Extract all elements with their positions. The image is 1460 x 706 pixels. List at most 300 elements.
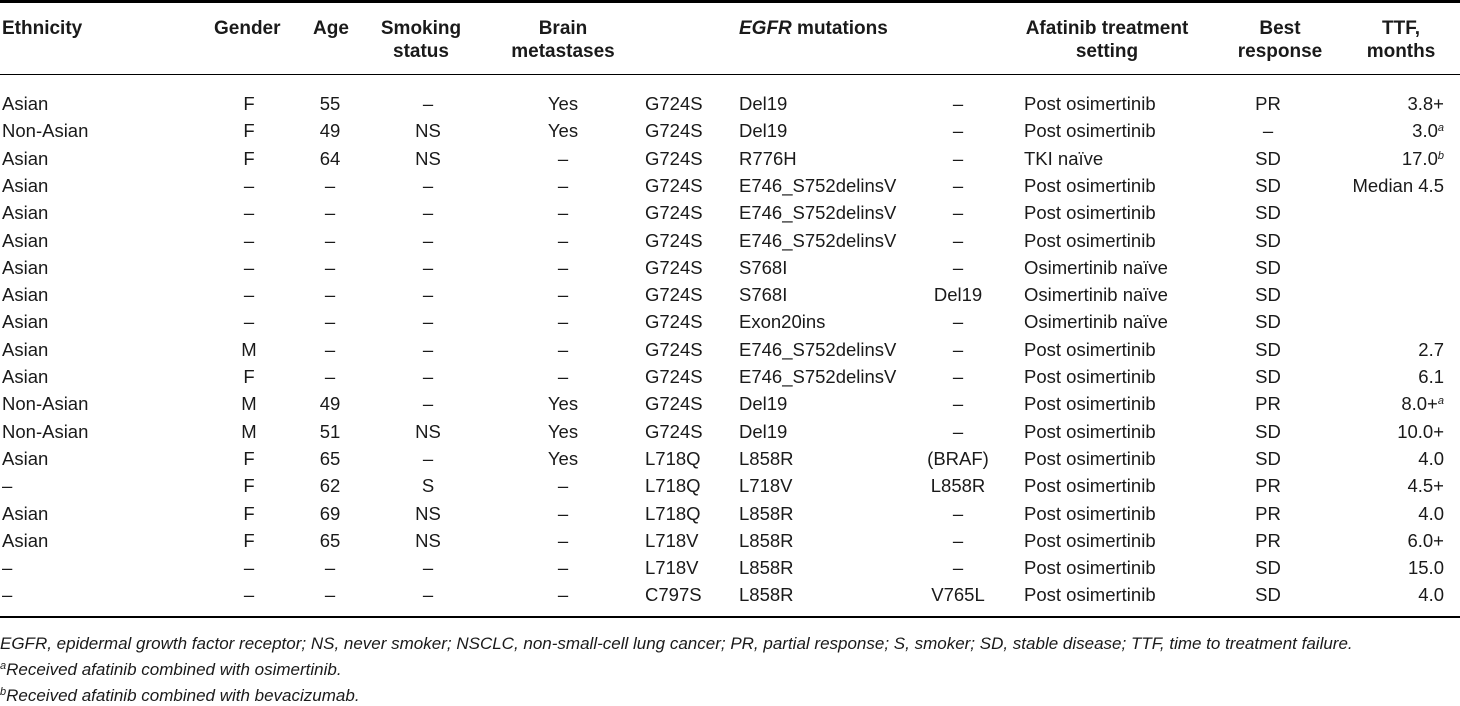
cell-m1-value: G724S [645,311,703,333]
cell-m1 [645,339,703,360]
cell-m1-value: G724S [645,120,703,142]
cell-m1 [645,284,703,305]
cell-m1 [645,393,703,414]
cell-ethnicity [2,93,48,114]
cell-smoking [415,120,441,141]
cell-m1-value: C797S [645,584,702,606]
cell-smoking-value: – [422,174,434,196]
cell-gender-value: – [243,284,255,306]
cell-gender [243,475,254,496]
cell-response-value: SD [1255,420,1281,442]
cell-response [1255,366,1281,387]
cell-age [320,475,341,496]
cell-ttf-value: 4.0 [1418,584,1444,606]
cell-m3 [953,557,963,578]
cell-setting [1024,284,1168,305]
table-bottom-rule [0,616,1460,618]
cell-age-value: – [324,338,336,360]
cell-ttf [1407,475,1444,496]
cell-m3-value: – [952,311,964,333]
header-ttf [1367,17,1436,63]
table-row [0,336,1460,363]
cell-setting-value: Post osimertinib [1024,557,1156,579]
cell-gender-value: – [243,557,255,579]
table-row [0,527,1460,554]
cell-m1 [645,557,699,578]
cell-m2 [739,557,794,578]
cell-age [325,557,335,578]
cell-smoking [423,393,433,414]
cell-gender-value: – [243,174,255,196]
cell-smoking [423,448,433,469]
cell-age [325,311,335,332]
cell-m3-value: – [952,174,964,196]
cell-smoking [423,175,433,196]
cell-smoking [415,148,441,169]
cell-brain [558,366,568,387]
cell-age [325,202,335,223]
cell-smoking [423,339,433,360]
cell-m3 [934,284,982,305]
cell-m3 [953,366,963,387]
cell-m2-value: S768I [739,256,788,278]
cell-m3-value: L858R [930,475,986,497]
cell-m1-value: G724S [645,229,703,251]
cell-setting-value: Post osimertinib [1024,338,1156,360]
cell-m2 [739,421,787,442]
cell-response [1255,584,1281,605]
cell-age-value: – [324,284,336,306]
cell-brain [548,421,578,442]
cell-response-value: PR [1255,475,1281,497]
cell-ttf-value: 4.0 [1418,502,1444,524]
cell-m3 [953,230,963,251]
cell-ttf-value: 10.0+ [1397,420,1444,442]
cell-brain [558,311,568,332]
cell-response-value: SD [1255,584,1281,606]
cell-m1 [645,93,703,114]
cell-setting [1024,503,1156,524]
cell-brain [558,475,568,496]
cell-m2-value: E746_S752delinsV [739,229,897,251]
cell-ethnicity [2,448,48,469]
cell-ethnicity-value: – [2,584,13,606]
table-row [0,90,1460,117]
cell-m1 [645,448,701,469]
cell-ethnicity-value: Asian [2,447,49,469]
cell-ttf-value: 2.7 [1418,338,1444,360]
cell-gender-value: F [243,502,255,524]
cell-ethnicity [2,284,48,305]
cell-response [1255,530,1281,551]
cell-m1-value: G724S [645,256,703,278]
cell-gender [243,120,254,141]
cell-setting-value: Post osimertinib [1024,93,1156,114]
table-row [0,472,1460,499]
cell-setting-value: Post osimertinib [1024,202,1156,224]
cell-setting [1024,93,1156,114]
cell-response [1255,202,1281,223]
cell-age [325,284,335,305]
cell-m3 [953,421,963,442]
cell-gender [243,93,254,114]
cell-smoking [422,475,434,496]
cell-brain [548,93,578,114]
cell-smoking [423,257,433,278]
cell-age-value: 49 [319,120,341,142]
cell-ttf [1418,448,1444,469]
cell-ttf [1407,530,1444,551]
cell-brain-value: Yes [547,393,579,415]
cell-brain-value: – [557,229,569,251]
cell-response-value: SD [1255,338,1281,360]
cell-age-value: 65 [319,447,341,469]
cell-gender [243,503,254,524]
cell-m3-value: – [952,147,964,169]
cell-response [1255,148,1281,169]
cell-m1 [645,366,703,387]
cell-m2 [739,448,794,469]
cell-smoking [423,366,433,387]
cell-m1-value: G724S [645,284,703,306]
cell-setting-value: Post osimertinib [1024,393,1156,415]
cell-age [320,393,341,414]
table-row [0,581,1460,608]
cell-age-value: – [324,256,336,278]
cell-ethnicity-value: Asian [2,229,49,251]
cell-setting-value: Osimertinib naïve [1024,256,1168,278]
cell-smoking-value: – [422,284,434,306]
cell-response-value: PR [1255,502,1281,524]
cell-ttf-value: 6.0+ [1407,529,1444,551]
cell-age-value: – [324,174,336,196]
cell-smoking-value: – [422,366,434,387]
cell-gender [243,448,254,469]
cell-response [1255,503,1281,524]
cell-gender-value: – [243,229,255,251]
cell-response-value: PR [1255,529,1281,551]
cell-response-value: SD [1255,366,1281,387]
table-row [0,418,1460,445]
cell-response [1255,339,1281,360]
cell-brain [558,557,568,578]
cell-ttf [1407,93,1444,114]
cell-ttf-value: 4.0 [1418,447,1444,469]
cell-m3 [953,503,963,524]
cell-response [1255,93,1281,114]
cell-ttf-footnote-mark: a [1437,122,1444,135]
cell-m1-value: G724S [645,393,703,415]
cell-m1-value: L718Q [645,502,701,524]
cell-m2 [739,311,825,332]
cell-ethnicity [2,202,48,223]
cell-ethnicity-value: Asian [2,174,49,196]
table-row [0,500,1460,527]
cell-smoking-value: – [422,311,434,333]
cell-ttf-value: Median 4.5 [1352,174,1444,196]
cell-ethnicity [2,339,48,360]
cell-m2 [739,530,794,551]
cell-m1 [645,421,703,442]
cell-setting [1024,257,1168,278]
cell-smoking [423,584,433,605]
cell-ethnicity-value: Asian [2,147,49,169]
cell-smoking-value: – [422,584,434,606]
cell-smoking-value: – [422,93,434,114]
cell-age-value: – [324,202,336,224]
cell-response [1255,284,1281,305]
header-ethnicity-label: Ethnicity [2,18,83,39]
cell-m3-value: – [952,557,964,579]
cell-m2-value: Del19 [739,120,788,142]
cell-brain-value: – [557,475,569,497]
cell-ttf-value: 3.0 [1412,120,1438,142]
cell-ethnicity [2,311,48,332]
cell-gender [244,230,254,251]
cell-m1-value: G724S [645,366,703,387]
cell-ttf [1418,584,1444,605]
cell-setting [1024,475,1156,496]
cell-brain [558,230,568,251]
cell-age-value: 51 [319,420,341,442]
cell-m2 [739,366,896,387]
cell-smoking-value: – [422,229,434,251]
cell-setting [1024,448,1156,469]
cell-m3-value: – [952,366,964,387]
cell-m2-value: Exon20ins [739,311,826,333]
cell-ethnicity [2,148,48,169]
cell-gender-value: F [243,475,255,497]
cell-brain-value: Yes [547,447,579,469]
cell-m2-value: L858R [739,584,794,606]
header-smoking-status [381,17,461,63]
cell-gender [244,311,254,332]
cell-ethnicity-value: – [2,557,13,579]
cell-m1-value: G724S [645,338,703,360]
cell-ttf [1401,393,1444,414]
cell-setting-value: Osimertinib naïve [1024,311,1168,333]
cell-ethnicity [2,230,48,251]
cell-smoking [423,202,433,223]
header-brain-line1: Brain [538,18,588,39]
cell-smoking [423,93,433,114]
header-smoking-line1: Smoking [380,18,462,39]
cell-ethnicity-value: Non-Asian [2,120,89,142]
cell-setting [1024,421,1156,442]
cell-setting [1024,584,1156,605]
cell-age-value: – [324,311,336,333]
cell-setting-value: Post osimertinib [1024,584,1156,606]
cell-m2-value: L858R [739,529,794,551]
cell-gender-value: – [243,256,255,278]
cell-m1 [645,148,703,169]
cell-m2-value: L718V [739,475,793,497]
cell-response-value: SD [1255,557,1281,579]
cell-m2 [739,175,896,196]
cell-ttf [1352,175,1444,196]
cell-m3-value: – [952,393,964,415]
cell-age [320,120,341,141]
cell-gender-value: M [241,338,257,360]
cell-ethnicity [2,257,48,278]
cell-m3-value: Del19 [933,284,983,306]
cell-smoking [423,557,433,578]
table-row [0,308,1460,335]
cell-m2-value: Del19 [739,420,788,442]
cell-age-value: 62 [319,475,341,497]
cell-m1-value: L718V [645,557,699,579]
cell-m2-value: L858R [739,557,794,579]
cell-ethnicity-value: – [2,475,13,497]
header-ttf-line2: months [1366,41,1436,62]
cell-setting-value: Post osimertinib [1024,120,1156,142]
table-row [0,281,1460,308]
cell-response-value: SD [1255,174,1281,196]
cell-gender-value: F [243,366,255,387]
cell-ttf [1418,503,1444,524]
cell-m2 [739,230,896,251]
cell-smoking-value: NS [415,420,441,442]
cell-ethnicity [2,120,88,141]
footnote-b-text: Received afatinib combined with bevacizumab. [6,686,360,705]
cell-m3-value: – [952,229,964,251]
cell-m1 [645,120,703,141]
cell-m3-value: – [952,202,964,224]
cell-smoking-value: – [422,256,434,278]
cell-brain [558,530,568,551]
cell-m3 [953,311,963,332]
cell-m2 [739,339,896,360]
cell-ttf [1397,421,1444,442]
header-rule [0,74,1460,75]
cell-brain [558,339,568,360]
cell-m1 [645,584,702,605]
cell-response-value: PR [1255,93,1281,114]
cell-setting [1024,148,1103,169]
cell-setting-value: Post osimertinib [1024,475,1156,497]
cell-m3 [953,202,963,223]
cell-smoking-value: – [422,557,434,579]
cell-ttf-value: 6.1 [1418,366,1444,387]
cell-age-value: – [324,366,336,387]
cell-brain-value: – [557,147,569,169]
cell-gender [244,175,254,196]
cell-m1-value: G724S [645,174,703,196]
cell-m3-value: – [952,529,964,551]
cell-brain-value: – [557,557,569,579]
cell-ttf-value: 17.0 [1401,147,1438,169]
cell-brain-value: Yes [547,93,579,114]
cell-response [1255,421,1281,442]
cell-m3-value: – [952,338,964,360]
cell-m3-value: – [952,502,964,524]
cell-m3 [927,448,989,469]
cell-brain-value: – [557,256,569,278]
header-age-label: Age [313,18,349,39]
cell-ethnicity-value: Asian [2,311,49,333]
cell-ethnicity [2,475,12,496]
table-row [0,117,1460,144]
cell-brain [558,584,568,605]
cell-m3-value: V765L [931,584,985,606]
header-smoking-line2: status [393,41,449,62]
cell-brain-value: – [557,202,569,224]
cell-m2-value: E746_S752delinsV [739,174,897,196]
cell-gender [244,257,254,278]
footnote-b [0,686,360,706]
cell-brain [558,503,568,524]
table-row [0,172,1460,199]
cell-gender-value: – [243,311,255,333]
cell-gender [243,148,254,169]
cell-ethnicity [2,557,12,578]
cell-smoking [415,530,441,551]
cell-m2 [739,503,794,524]
cell-age [325,257,335,278]
cell-ethnicity-value: Non-Asian [2,393,89,415]
cell-gender-value: F [243,147,255,169]
table-row [0,390,1460,417]
cell-ttf-value: 4.5+ [1407,475,1444,497]
cell-smoking [415,503,441,524]
header-gender [214,17,281,40]
cell-m3 [953,93,963,114]
cell-m3-value: – [952,120,964,142]
cell-ttf [1402,148,1444,169]
table-top-rule [0,0,1460,3]
cell-brain-value: – [557,284,569,306]
cell-setting-value: Post osimertinib [1024,502,1156,524]
cell-m1 [645,175,703,196]
header-response-line1: Best [1259,18,1301,39]
cell-ttf-footnote-mark: a [1437,395,1444,408]
footnote-a-mark: a [0,660,7,672]
cell-gender-value: F [243,447,255,469]
cell-m1 [645,230,703,251]
cell-response [1255,448,1281,469]
cell-m3 [931,584,985,605]
cell-gender-value: M [241,393,257,415]
cell-age [325,366,335,387]
header-age [313,17,349,40]
cell-m2 [739,257,787,278]
header-response-line2: response [1237,41,1323,62]
cell-m3 [953,120,963,141]
cell-m3 [953,393,963,414]
cell-m1-value: G724S [645,420,703,442]
cell-m3 [953,175,963,196]
cell-setting [1024,230,1156,251]
cell-smoking [423,311,433,332]
cell-brain-value: – [557,174,569,196]
cell-ethnicity [2,393,88,414]
cell-response-value: SD [1255,447,1281,469]
cell-ethnicity-value: Asian [2,284,49,306]
cell-ttf [1412,120,1444,141]
cell-setting [1024,393,1156,414]
cell-m2-value: R776H [739,147,797,169]
header-best-response [1238,17,1322,63]
cell-m1-value: L718Q [645,447,701,469]
cell-brain-value: – [557,502,569,524]
cell-response [1263,120,1273,141]
cell-smoking-value: S [421,475,435,497]
cell-setting-value: Post osimertinib [1024,529,1156,551]
cell-m2-value: Del19 [739,93,788,114]
cell-m1 [645,257,703,278]
cell-age-value: – [324,229,336,251]
cell-m3-value: – [952,93,964,114]
